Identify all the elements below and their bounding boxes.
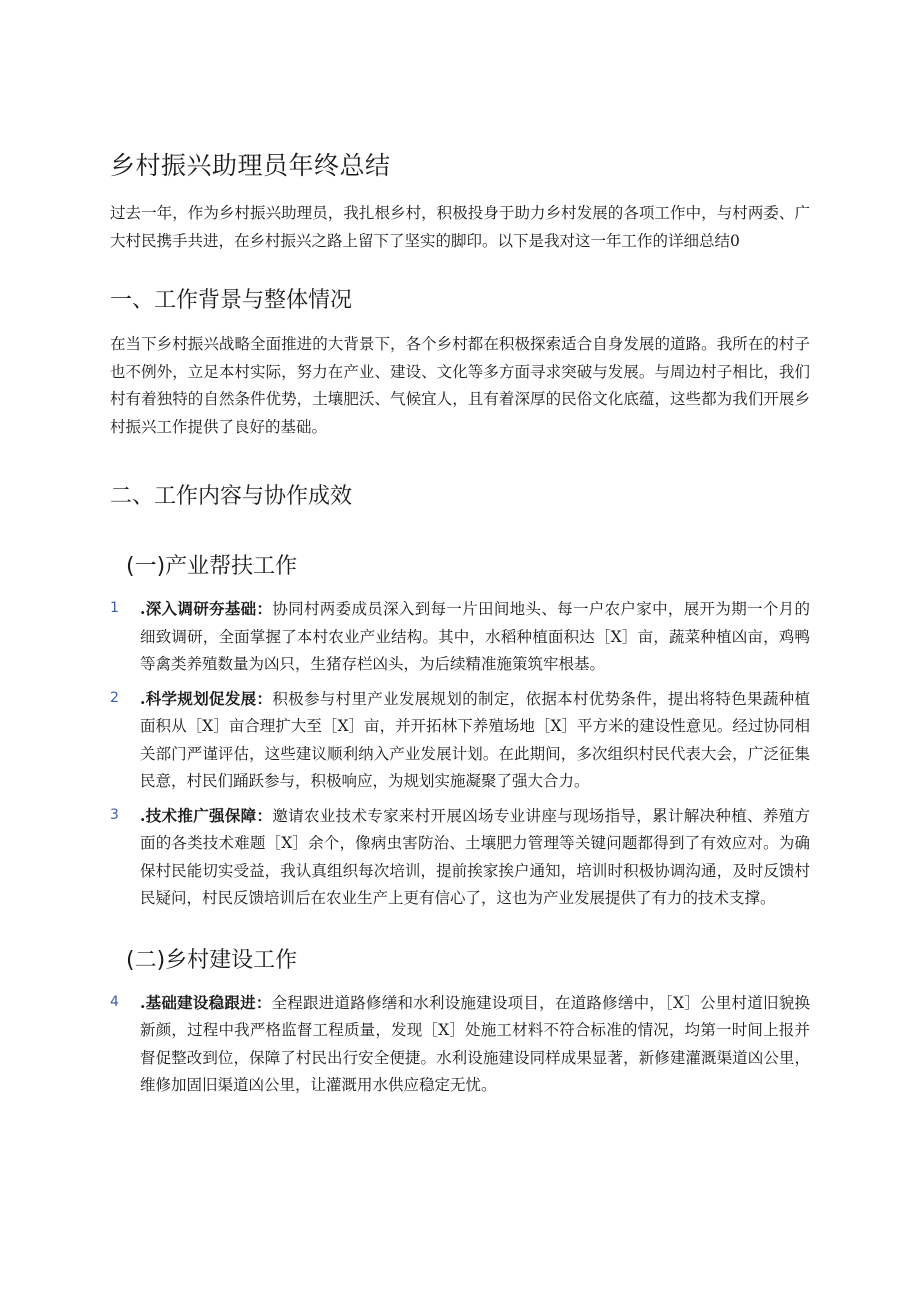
item-lead: 基础建设稳跟进： xyxy=(145,992,272,1012)
item-lead: 技术推广强保障： xyxy=(145,805,273,825)
list-number: 3 xyxy=(110,806,119,823)
document-title: 乡村振兴助理员年终总结 xyxy=(110,151,391,180)
list-dot: . xyxy=(140,688,146,708)
intro-paragraph: 过去一年，作为乡村振兴助理员，我扎根乡村，积极投身于助力乡村发展的各项工作中，与村两委、广大村民携手共进，在乡村振兴之路上留下了坚实的脚印。以下是我对这一年工作的详细总结0 xyxy=(110,204,810,250)
item-lead: 科学规划促发展： xyxy=(145,688,273,708)
item-text: 邀请农业技术专家来村开展凶场专业讲座与现场指导，累计解决种植、养殖方面的各类技术难题［X］余个，像病虫害防治、土壤肥力管理等关键问题都得到了有效应对。为确保村民能切实受益，我认真组织每次培训，提前挨家挨户通知，培训时积极协调沟通，及时反馈村民疑问，村民反馈培训后在农业生产上更有信心了，这也为产业发展提供了有力的技术支撑。 xyxy=(140,806,810,907)
section-heading-background: 一、工作背景与整体情况 xyxy=(110,288,353,313)
list-number: 2 xyxy=(110,689,119,706)
list-dot: . xyxy=(140,992,146,1012)
list-dot: . xyxy=(140,599,146,618)
section-body-background: 在当下乡村振兴战略全面推进的大背景下，各个乡村都在积极探索适合自身发展的道路。我所在的村子也不例外，立足本村实际，努力在产业、建设、文化等多方面寻求突破与发展。与周边村子相比，我们村有着独特的自然条件优势，土壤肥沃、气候宜人，且有着深厚的民俗文化底蕴，这些都为我们开展乡村振兴工作提供了良好的基础。 xyxy=(110,335,810,436)
item-text: 积极参与村里产业发展规划的制定，依据本村优势条件，提出将特色果蔬种植面积从［X］亩合理扩大至［X］亩，并开拓林下养殖场地［X］平方米的建设性意见。经过协同相关部门严谨评估，这些建议顺利纳入产业发展计划。在此期间，多次组织村民代表大会，广泛征集民意，村民们踊跃参与，积极响应，为规划实施凝聚了强大合力。 xyxy=(140,689,810,790)
item-lead: 深入调研夯基础： xyxy=(145,599,273,618)
item-text: 协同村两委成员深入到每一片田间地头、每一户农户家中，展开为期一个月的细致调研，全面掌握了本村农业产业结构。其中，水稻种植面积达［X］亩，蔬菜种植凶亩，鸡鸭等禽类养殖数量为凶只，生猪存栏凶头，为后续精准施策筑牢根基。 xyxy=(140,600,810,673)
list-item xyxy=(110,685,810,796)
list-item xyxy=(110,595,810,679)
document-page xyxy=(110,146,810,1106)
subsection-heading-industry: (一)产业帮扶工作 xyxy=(126,554,298,579)
list-dot: . xyxy=(140,805,146,825)
list-item xyxy=(110,802,810,913)
item-text: 全程跟进道路修缮和水利设施建设项目，在道路修缮中，［X］公里村道旧貌换新颜，过程中我严格监督工程质量，发现［X］处施工材料不符合标准的情况，均第一时间上报并督促整改到位，保障了村民出行安全便捷。水利设施建设同样成果显著，新修建灌溉渠道凶公里，维修加固旧渠道凶公里，让灌溉用水供应稳定无忧。 xyxy=(140,993,810,1094)
section-heading-work-content: 二、工作内容与协作成效 xyxy=(110,484,353,509)
list-number: 1 xyxy=(110,600,119,616)
list-number: 4 xyxy=(110,993,119,1010)
subsection-heading-construction: (二)乡村建设工作 xyxy=(126,947,298,973)
list-item xyxy=(110,989,810,1100)
